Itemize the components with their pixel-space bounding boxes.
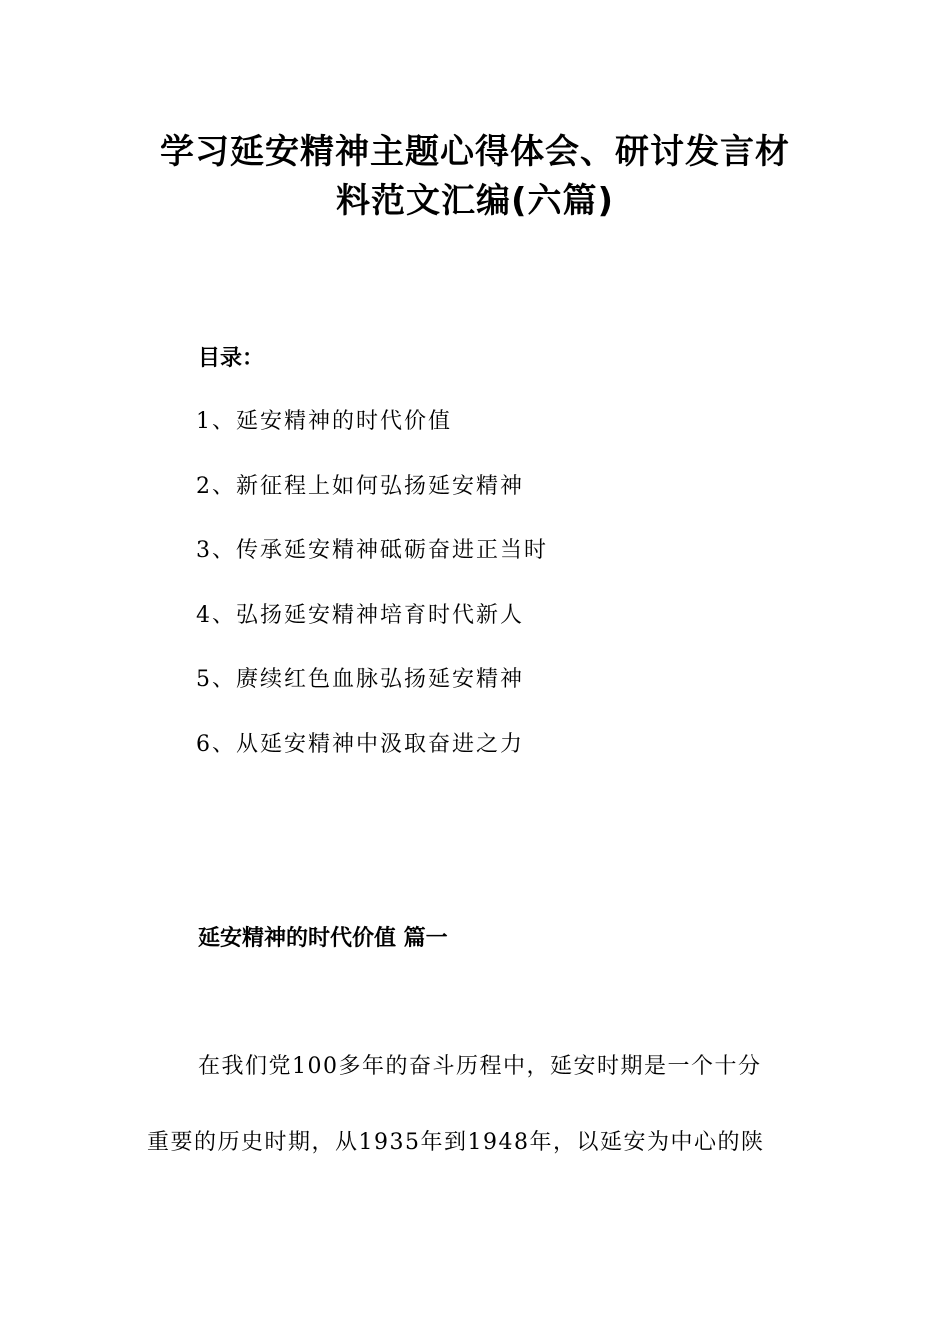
- body-paragraph-line: 在我们党100多年的奋斗历程中，延安时期是一个十分: [198, 1054, 762, 1079]
- toc-item: 6、从延安精神中汲取奋进之力: [196, 731, 524, 757]
- toc-item: 1、延安精神的时代价值: [196, 409, 452, 434]
- table-of-contents: [196, 407, 548, 794]
- section-heading: 延安精神的时代价值 篇一: [198, 926, 448, 951]
- toc-item: 3、传承延安精神砥砺奋进正当时: [196, 538, 548, 563]
- toc-item: 5、赓续红色血脉弘扬延安精神: [196, 667, 524, 692]
- toc-item: 4、弘扬延安精神培育时代新人: [196, 602, 524, 628]
- document-title-line-1: 学习延安精神主题心得体会、研讨发言材: [160, 132, 790, 172]
- body-paragraph-line: 重要的历史时期，从1935年到1948年，以延安为中心的陕: [147, 1130, 765, 1155]
- toc-item: 2、新征程上如何弘扬延安精神: [196, 473, 524, 499]
- document-title-line-2: 料范文汇编(六篇): [335, 181, 615, 221]
- toc-heading: 目录：: [198, 346, 265, 371]
